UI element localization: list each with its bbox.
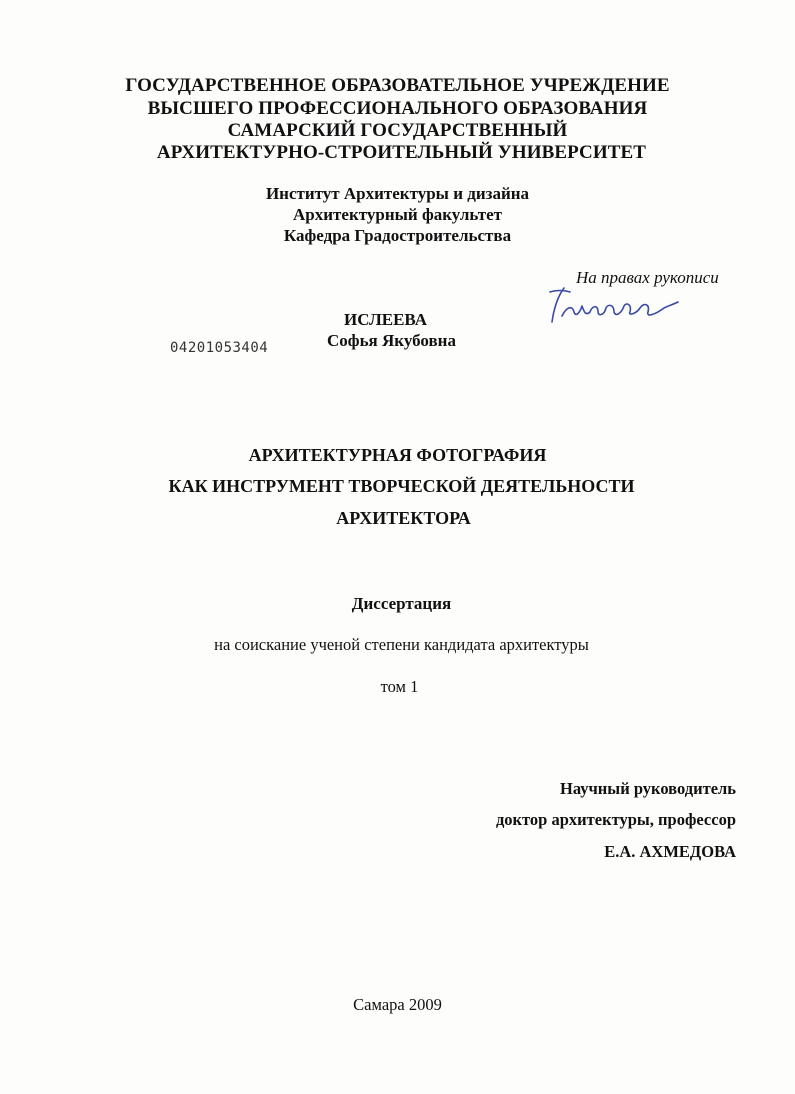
header-line-4: АРХИТЕКТУРНО-СТРОИТЕЛЬНЫЙ УНИВЕРСИТЕТ xyxy=(156,142,647,163)
dissertation-title-line-1: АРХИТЕКТУРНАЯ ФОТОГРАФИЯ xyxy=(248,445,547,465)
header-line-1: ГОСУДАРСТВЕННОЕ ОБРАЗОВАТЕЛЬНОЕ УЧРЕЖДЕНИЕ xyxy=(125,75,670,96)
dissertation-title-line-3: АРХИТЕКТОРА xyxy=(336,508,471,528)
faculty-name: Архитектурный факультет xyxy=(293,205,502,224)
degree-statement: на соискание ученой степени кандидата архитектуры xyxy=(214,635,589,654)
work-type: Диссертация xyxy=(351,594,452,613)
dissertation-title-line-2: КАК ИНСТРУМЕНТ ТВОРЧЕСКОЙ ДЕЯТЕЛЬНОСТИ xyxy=(168,476,635,496)
header-line-3: САМАРСКИЙ ГОСУДАРСТВЕННЫЙ xyxy=(227,120,568,141)
department-name: Кафедра Градостроительства xyxy=(283,226,512,245)
supervisor-name: Е.А. АХМЕДОВА xyxy=(604,842,736,861)
supervisor-degree: доктор архитектуры, профессор xyxy=(495,810,736,829)
place-and-year: Самара 2009 xyxy=(353,995,442,1014)
author-surname: ИСЛЕЕВА xyxy=(344,310,427,329)
volume-number: том 1 xyxy=(380,677,419,696)
registration-number: 04201053404 xyxy=(170,340,269,356)
header-line-2: ВЫСШЕГО ПРОФЕССИОНАЛЬНОГО ОБРАЗОВАНИЯ xyxy=(147,98,648,119)
supervisor-label: Научный руководитель xyxy=(560,779,736,798)
manuscript-rights-note: На правах рукописи xyxy=(576,268,719,287)
institute-name: Институт Архитектуры и дизайна xyxy=(265,184,530,203)
author-full-name: Софья Якубовна xyxy=(327,331,456,350)
